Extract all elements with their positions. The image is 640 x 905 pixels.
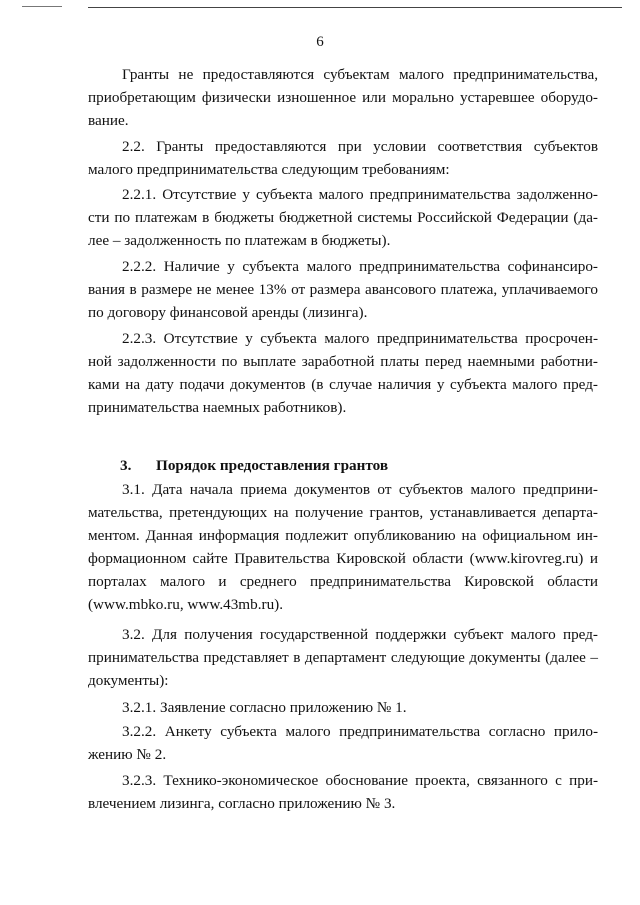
paragraph-2-2 — [88, 135, 598, 181]
section-title: Порядок предоставления грантов — [156, 457, 389, 474]
text-line: вания в размере не менее 13% от размера авансового платежа, уплачиваемого — [88, 281, 598, 298]
text-line: приобретающим физически изношенное или морально устаревшее оборудо- — [88, 89, 598, 106]
text-line: 2.2. Гранты предоставляются при условии соответствия субъектов — [122, 138, 598, 155]
top-border-line — [88, 7, 622, 8]
paragraph-3-1 — [88, 478, 598, 616]
paragraph-3-2-1 — [88, 696, 598, 719]
text-line: вание. — [88, 112, 129, 129]
text-line: малого предпринимательства следующим требованиям: — [88, 161, 450, 178]
text-line: (www.mbko.ru, www.43mb.ru). — [88, 596, 284, 613]
text-line: по договору финансовой аренды (лизинга). — [88, 304, 368, 321]
text-line: 3.2.1. Заявление согласно приложению № 1. — [122, 699, 407, 716]
section-number: 3. — [120, 457, 132, 474]
text-line: лее – задолженность по платежам в бюджеты). — [88, 232, 391, 249]
text-line: 3.2.2. Анкету субъекта малого предпринимательства согласно прило- — [122, 723, 598, 740]
text-line: 3.2.3. Технико-экономическое обоснование проекта, связанного с при- — [122, 772, 598, 789]
paragraph-3-2-2 — [88, 720, 598, 766]
paragraph-2-2-1 — [88, 183, 598, 252]
paragraph-grants-exclusion — [88, 63, 598, 132]
text-line: порталах малого и среднего предпринимательства Кировской области — [88, 573, 598, 590]
text-line: 3.2. Для получения государственной поддержки субъект малого пред- — [122, 626, 598, 643]
text-line: 2.2.1. Отсутствие у субъекта малого предпринимательства задолженно- — [122, 186, 598, 203]
section-3-heading — [120, 454, 388, 477]
paragraph-3-2 — [88, 623, 598, 692]
text-line: ментом. Данная информация подлежит опубликованию на официальном ин- — [88, 527, 598, 544]
paragraph-3-2-3 — [88, 769, 598, 815]
text-line: Гранты не предоставляются субъектам малого предпринимательства, — [122, 66, 598, 83]
text-line: принимательства наемных работников). — [88, 399, 347, 416]
text-line: сти по платежам в бюджеты бюджетной системы Российской Федерации (да- — [88, 209, 598, 226]
text-line: 3.1. Дата начала приема документов от субъектов малого предприни- — [122, 481, 598, 498]
text-line: мательства, претендующих на получение грантов, устанавливается департа- — [88, 504, 598, 521]
page-number: 6 — [316, 34, 324, 50]
paragraph-2-2-2 — [88, 255, 598, 324]
text-line: ками на дату подачи документов (в случае наличия у субъекта малого пред- — [88, 376, 598, 393]
text-line: документы): — [88, 672, 169, 689]
text-line: влечением лизинга, согласно приложению № 3. — [88, 795, 396, 812]
text-line: формационном сайте Правительства Кировской области (www.kirovreg.ru) и — [88, 550, 598, 567]
text-line: жению № 2. — [88, 746, 167, 763]
text-line: 2.2.2. Наличие у субъекта малого предпринимательства софинансиро- — [122, 258, 598, 275]
text-line: ной задолженности по выплате заработной платы перед наемными работни- — [88, 353, 598, 370]
text-line: 2.2.3. Отсутствие у субъекта малого предпринимательства просрочен- — [122, 330, 598, 347]
paragraph-2-2-3 — [88, 327, 598, 419]
scan-edge-mark — [22, 6, 62, 7]
text-line: принимательства представляет в департамент следующие документы (далее – — [88, 649, 598, 666]
